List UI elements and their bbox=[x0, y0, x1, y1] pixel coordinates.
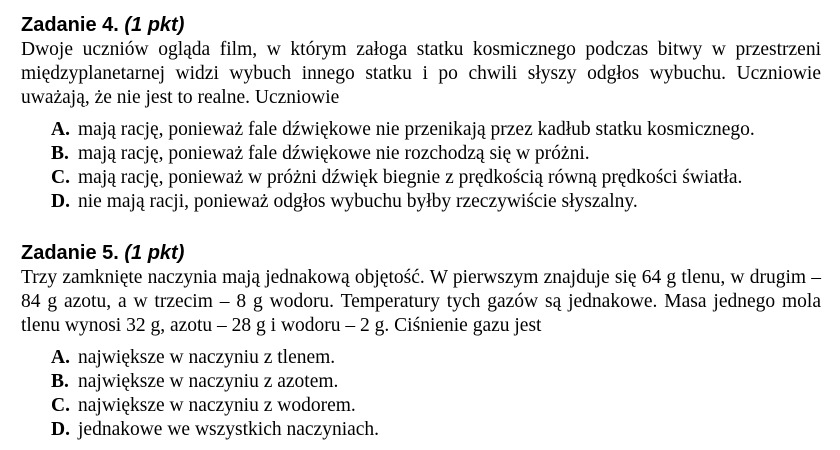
option-text: nie mają racji, ponieważ odgłos wybuchu byłby rzeczywiście słyszalny. bbox=[78, 191, 638, 212]
answer-option-c[interactable] bbox=[51, 166, 821, 190]
task-heading bbox=[21, 240, 821, 266]
answer-option-d[interactable] bbox=[51, 418, 821, 442]
option-text: jednakowe we wszystkich naczyniach. bbox=[78, 419, 380, 440]
option-letter: C. bbox=[51, 395, 70, 416]
answer-options bbox=[51, 346, 821, 442]
task-5 bbox=[21, 240, 821, 442]
option-text: największe w naczyniu z wodorem. bbox=[78, 395, 356, 416]
task-stem: Dwoje uczniów ogląda film, w którym załoga statku kosmicznego podczas bitwy w przestrzeni międzyplanetarnej widzi wybuch innego statku i po chwili słyszy odgłos wybuchu. Uczniowie uważają, że nie jest to realne. Uczniowie bbox=[21, 39, 821, 108]
answer-option-b[interactable] bbox=[51, 142, 821, 166]
answer-options bbox=[51, 118, 821, 214]
option-text: mają rację, ponieważ fale dźwiękowe nie rozchodzą się w próżni. bbox=[78, 143, 590, 164]
option-text: największe w naczyniu z azotem. bbox=[78, 371, 339, 392]
option-letter: C. bbox=[51, 167, 70, 188]
task-label: Zadanie 5. bbox=[21, 242, 119, 264]
task-label: Zadanie 4. bbox=[21, 14, 119, 36]
option-letter: B. bbox=[51, 371, 69, 392]
task-heading bbox=[21, 12, 821, 38]
task-points: (1 pkt) bbox=[124, 14, 185, 36]
option-text: największe w naczyniu z tlenem. bbox=[78, 347, 336, 368]
option-letter: D. bbox=[51, 419, 70, 440]
option-letter: A. bbox=[51, 119, 70, 140]
option-letter: A. bbox=[51, 347, 70, 368]
option-letter: B. bbox=[51, 143, 69, 164]
option-letter: D. bbox=[51, 191, 70, 212]
task-4 bbox=[21, 12, 821, 214]
option-text: mają rację, ponieważ w próżni dźwięk biegnie z prędkością równą prędkości światła. bbox=[78, 167, 743, 188]
option-text: mają rację, ponieważ fale dźwiękowe nie przenikają przez kadłub statku kosmicznego. bbox=[78, 119, 755, 140]
answer-option-d[interactable] bbox=[51, 190, 821, 214]
answer-option-a[interactable] bbox=[51, 346, 821, 370]
task-stem: Trzy zamknięte naczynia mają jednakową objętość. W pierwszym znajduje się 64 g tlenu, w drugim – 84 g azotu, a w trzecim – 8 g wodoru. Temperatury tych gazów są jednakowe. Masa jednego mola tlenu wynosi 32 g, azotu – 28 g i wodoru – 2 g. Ciśnienie gazu jest bbox=[21, 267, 821, 336]
answer-option-b[interactable] bbox=[51, 370, 821, 394]
answer-option-c[interactable] bbox=[51, 394, 821, 418]
answer-option-a[interactable] bbox=[51, 118, 821, 142]
task-points: (1 pkt) bbox=[124, 242, 185, 264]
